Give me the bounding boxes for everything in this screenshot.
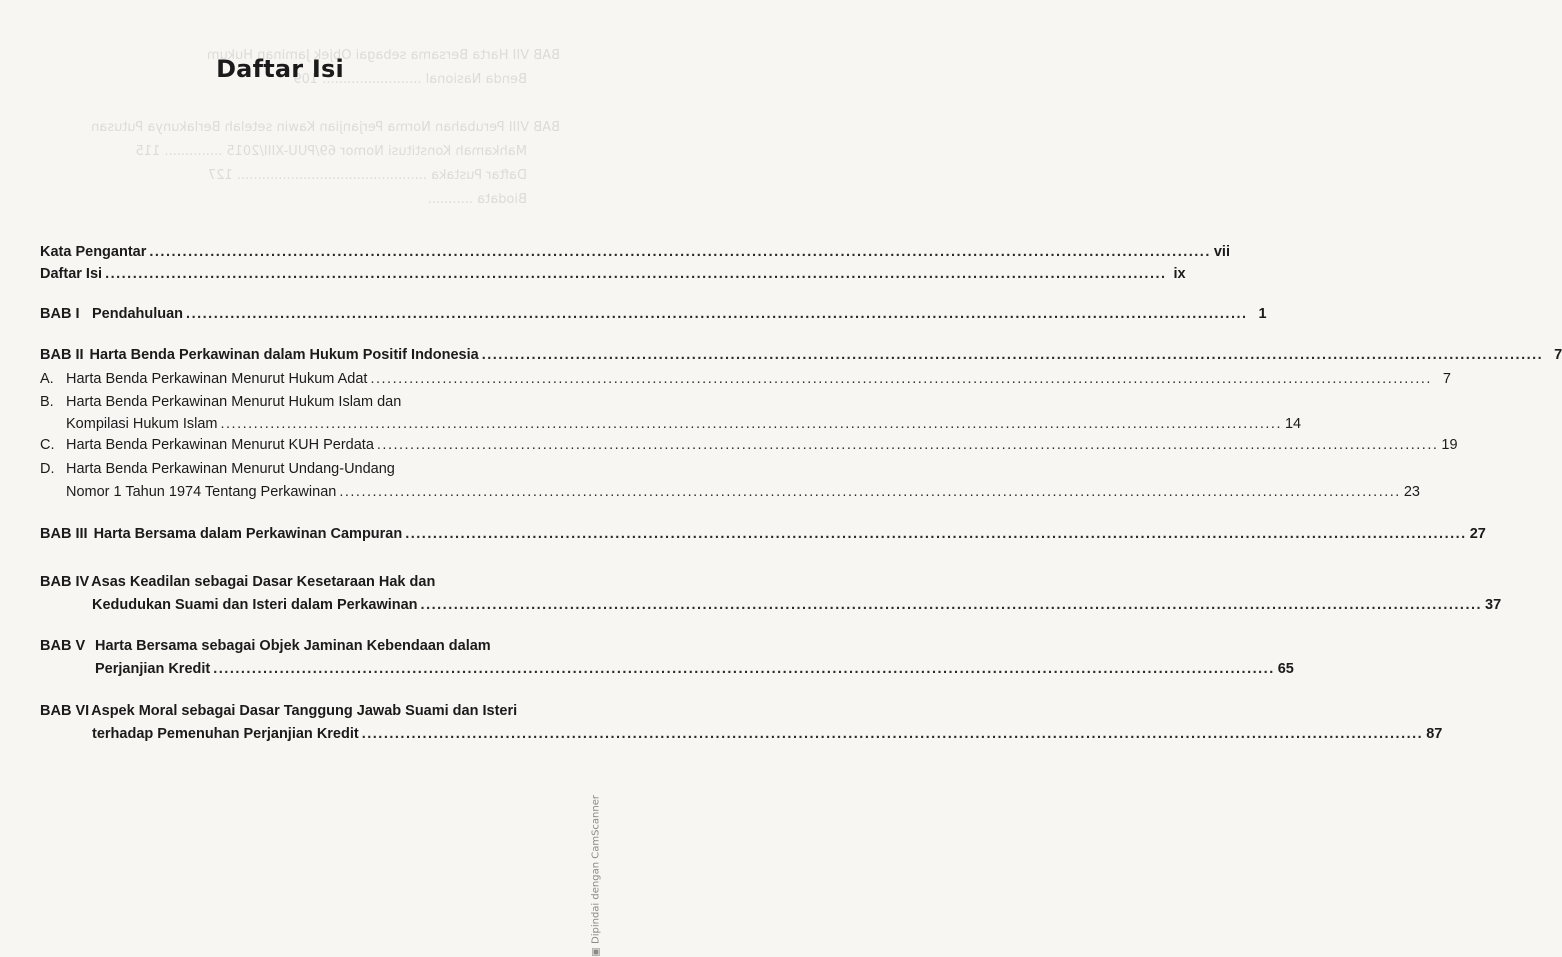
page-number: 7	[1442, 371, 1451, 387]
entry-label-cont: Nomor 1 Tahun 1974 Tentang Perkawinan	[66, 484, 337, 500]
item-letter: B.	[40, 394, 54, 410]
entry-label-cont: terhadap Pemenuhan Perjanjian Kredit	[92, 726, 359, 742]
toc-entry-bab-1[interactable]	[40, 306, 1267, 322]
toc-entry-bab-2-d[interactable]	[66, 484, 1420, 500]
dot-leader	[421, 597, 1482, 613]
entry-label: Harta Bersama dalam Perkawinan Campuran	[93, 526, 403, 542]
chapter-number: BAB VI	[40, 703, 90, 719]
entry-label: Harta Benda Perkawinan Menurut Hukum Adat	[66, 371, 368, 387]
entry-label: Harta Benda Perkawinan Menurut Hukum Islam dan	[66, 394, 402, 410]
entry-label-cont: Kedudukan Suami dan Isteri dalam Perkawinan	[92, 597, 418, 613]
item-letter: A.	[40, 371, 54, 387]
entry-label: Aspek Moral sebagai Dasar Tanggung Jawab Suami dan Isteri	[91, 703, 518, 719]
toc-entry-bab-6[interactable]	[92, 726, 1443, 742]
chapter-number: BAB IV	[40, 574, 90, 590]
toc-entry-kata-pengantar[interactable]	[40, 244, 1230, 260]
page-number: 14	[1284, 416, 1302, 432]
entry-label-cont: Kompilasi Hukum Islam	[66, 416, 218, 432]
entry-label: Harta Benda Perkawinan Menurut KUH Perdata	[66, 437, 374, 453]
toc-entry-bab-5[interactable]	[95, 661, 1294, 677]
chapter-number: BAB V	[40, 638, 86, 654]
entry-label: Daftar Isi	[40, 266, 103, 282]
page-number: vii	[1213, 244, 1230, 260]
entry-label: Harta Bersama sebagai Objek Jaminan Kebendaan dalam	[95, 638, 491, 654]
page-number: 1	[1258, 306, 1267, 322]
toc-entry-bab-3[interactable]	[40, 526, 1486, 542]
entry-label: Kata Pengantar	[40, 244, 147, 260]
toc-entry-bab-2-c[interactable]	[40, 437, 1458, 453]
toc-entry-bab-5-line1[interactable]	[40, 638, 491, 654]
item-letter: C.	[40, 437, 55, 453]
page-number: 7	[1554, 347, 1562, 363]
toc-entry-bab-2[interactable]	[40, 347, 1562, 363]
dot-leader	[186, 306, 1247, 322]
chapter-number: BAB II	[40, 347, 84, 363]
page-number: 19	[1441, 437, 1458, 453]
toc-entry-bab-6-line1[interactable]	[40, 703, 517, 719]
toc-entry-bab-2-b-line1[interactable]	[40, 394, 401, 410]
toc-entry-bab-2-b[interactable]	[66, 416, 1302, 432]
scanner-watermark	[591, 795, 602, 957]
page-number: ix	[1173, 266, 1186, 282]
watermark-text: Dipindai dengan CamScanner	[591, 795, 602, 944]
dot-leader	[370, 371, 1431, 387]
toc-entry-bab-4-line1[interactable]	[40, 574, 435, 590]
toc-entry-bab-2-d-line1[interactable]	[40, 461, 395, 477]
dot-leader	[405, 526, 1466, 542]
chapter-number: BAB III	[40, 526, 88, 542]
toc-entry-bab-4[interactable]	[92, 597, 1502, 613]
dot-leader	[339, 484, 1400, 500]
bleed-through-text: BAB VII Harta Bersama sebagai Objek Jaminan Hukum Benda Nasional ........................ 109 BAB VIII Perubahan Norma Perjanjian Kawin setelah Berlakunya Putusan Mahkamah Konstitusi Nomor 69/PUU-XIII/2015 .............. 115 Daftar Pustaka .............................................. 127 Biodata ...........	[91, 48, 560, 207]
dot-leader	[213, 661, 1274, 677]
dot-leader	[362, 726, 1423, 742]
entry-label: Pendahuluan	[92, 306, 184, 322]
entry-label: Asas Keadilan sebagai Dasar Kesetaraan Hak dan	[91, 574, 436, 590]
page-number: 87	[1426, 726, 1443, 742]
dot-leader	[482, 347, 1543, 363]
page-number: 65	[1277, 661, 1294, 677]
page-number: 37	[1485, 597, 1502, 613]
dot-leader	[377, 437, 1438, 453]
page-title: Daftar Isi	[216, 55, 344, 83]
toc-entry-daftar-isi[interactable]	[40, 266, 1186, 282]
chapter-number: BAB I	[40, 306, 80, 322]
camscanner-icon: ▣	[591, 943, 602, 957]
dot-leader	[149, 244, 1210, 260]
page-number: 23	[1403, 484, 1420, 500]
entry-label-cont: Perjanjian Kredit	[95, 661, 211, 677]
entry-label: Harta Benda Perkawinan dalam Hukum Positif Indonesia	[89, 347, 479, 363]
dot-leader	[105, 266, 1166, 282]
item-letter: D.	[40, 461, 55, 477]
page-number: 27	[1469, 526, 1486, 542]
entry-label: Harta Benda Perkawinan Menurut Undang-Undang	[66, 461, 395, 477]
toc-entry-bab-2-a[interactable]	[40, 371, 1451, 387]
dot-leader	[221, 416, 1282, 432]
